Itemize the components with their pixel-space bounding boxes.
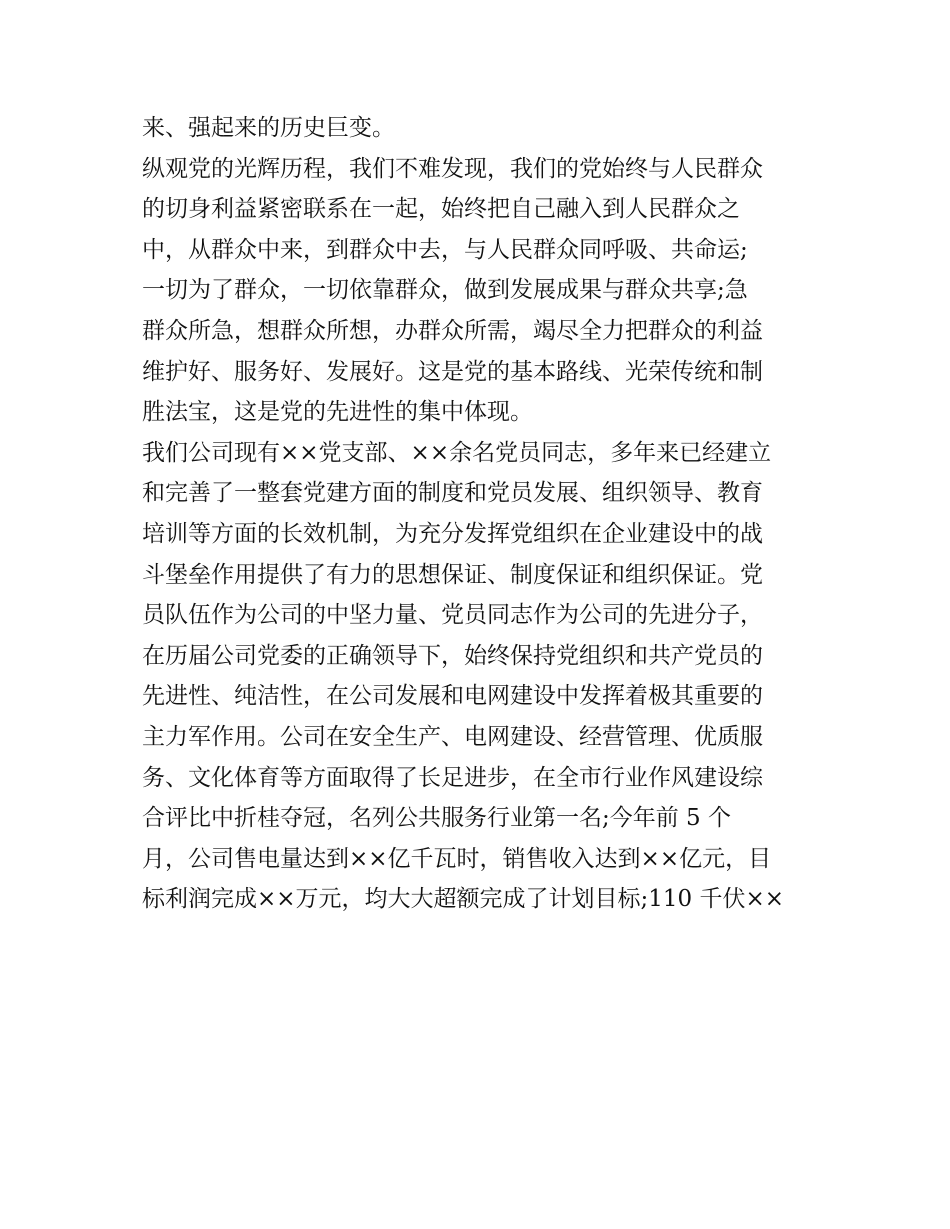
text-line-12: 斗堡垒作用提供了有力的思想保证、制度保证和组织保证。党 [142,561,763,588]
text-line-20: 标利润完成××万元，均大大超额完成了计划目标;110 千伏×× [142,886,785,913]
text-line-5: 一切为了群众，一切依靠群众，做到发展成果与群众共享;急 [142,277,748,304]
document-body [142,108,822,920]
text-line-17: 务、文化体育等方面取得了长足进步，在全市行业作风建设综 [142,764,763,791]
text-line-6: 群众所急，想群众所想，办群众所需，竭尽全力把群众的利益 [142,317,763,344]
text-line-2: 纵观党的光辉历程，我们不难发现，我们的党始终与人民群众 [142,155,763,182]
text-line-7: 维护好、服务好、发展好。这是党的基本路线、光荣传统和制 [142,358,763,385]
text-line-14: 在历届公司党委的正确领导下，始终保持党组织和共产党员的 [142,642,763,669]
text-line-11: 培训等方面的长效机制，为充分发挥党组织在企业建设中的战 [142,520,763,547]
text-line-1: 来、强起来的历史巨变。 [142,115,395,141]
text-line-15: 先进性、纯洁性，在公司发展和电网建设中发挥着极其重要的 [142,683,763,710]
text-line-4: 中，从群众中来，到群众中去，与人民群众同呼吸、共命运; [142,236,748,263]
text-line-8: 胜法宝，这是党的先进性的集中体现。 [142,399,533,426]
text-line-13: 员队伍作为公司的中坚力量、党员同志作为公司的先进分子， [142,602,763,629]
text-line-19: 月，公司售电量达到××亿千瓦时，销售收入达到××亿元，目 [142,845,772,872]
text-line-16: 主力军作用。公司在安全生产、电网建设、经营管理、优质服 [142,723,763,750]
text-line-10: 和完善了一整套党建方面的制度和党员发展、组织领导、教育 [142,480,763,507]
text-line-3: 的切身利益紧密联系在一起，始终把自己融入到人民群众之 [142,196,740,223]
text-line-18: 合评比中折桂夺冠，名列公共服务行业第一名;今年前 5 个 [142,805,732,832]
text-line-9: 我们公司现有××党支部、××余名党员同志，多年来已经建立 [142,439,772,466]
